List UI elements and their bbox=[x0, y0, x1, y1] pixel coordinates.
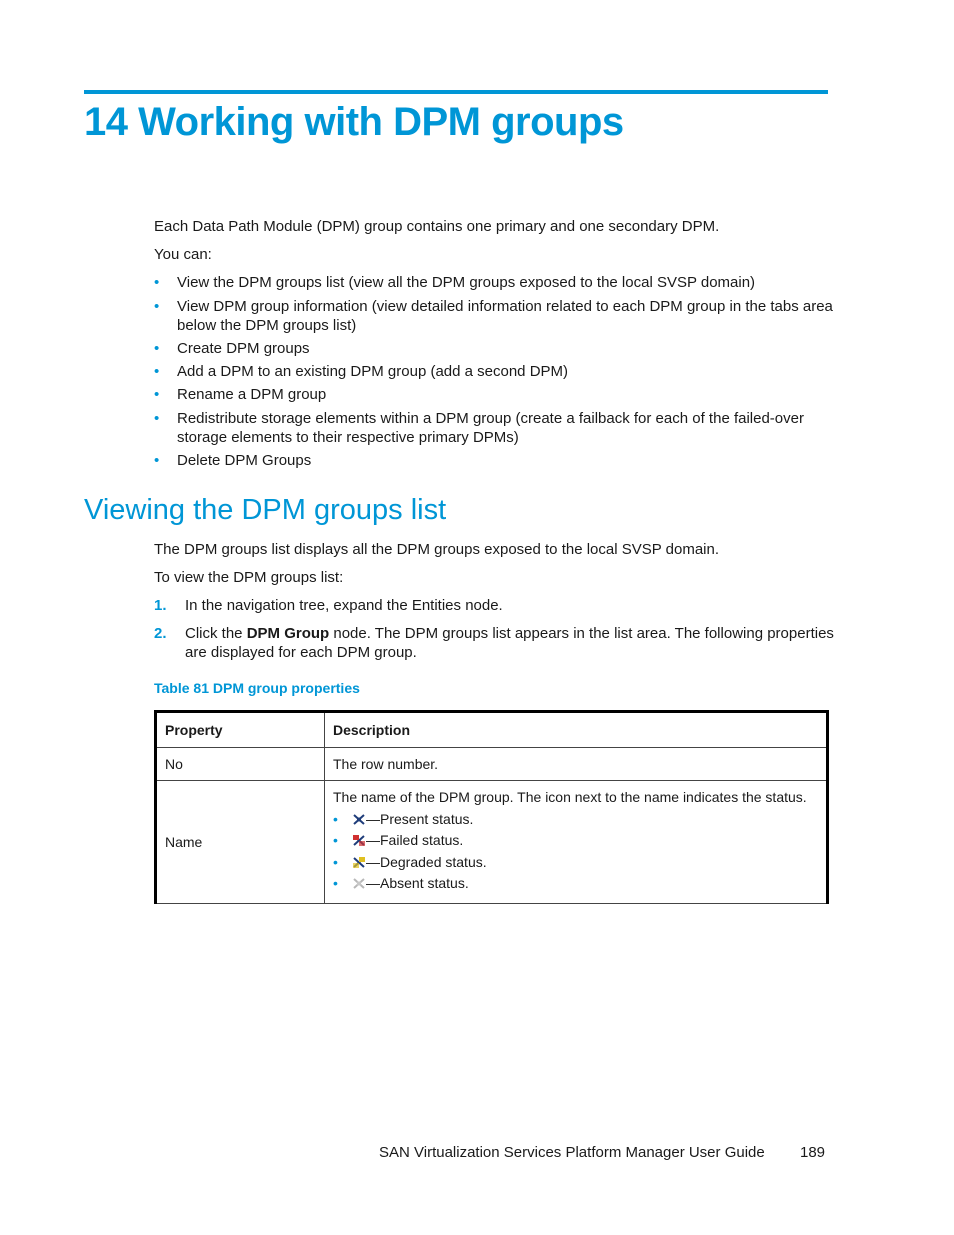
list-item: • —Present status. bbox=[333, 809, 818, 831]
list-item: • Add a DPM to an existing DPM group (add a second DPM) bbox=[154, 363, 569, 380]
list-item: • —Absent status. bbox=[333, 873, 818, 895]
dpm-group-degraded-icon bbox=[353, 857, 365, 868]
footer-guide-title: SAN Virtualization Services Platform Manager User Guide bbox=[379, 1144, 765, 1161]
section-paragraph: The DPM groups list displays all the DPM groups exposed to the local SVSP domain. bbox=[154, 541, 720, 558]
table-row bbox=[156, 748, 828, 781]
table-cell bbox=[325, 781, 828, 904]
table-header-row bbox=[156, 712, 828, 748]
section-lead-in: To view the DPM groups list: bbox=[154, 569, 344, 586]
bullet-icon: • bbox=[333, 832, 338, 848]
list-item: • Create DPM groups bbox=[154, 340, 310, 357]
table-cell: The row number. bbox=[325, 748, 828, 781]
bullet-icon: • bbox=[154, 363, 160, 380]
status-description: The name of the DPM group. The icon next to the name indicates the status. bbox=[333, 789, 807, 805]
table-cell: Name bbox=[156, 781, 325, 904]
chapter-title: 14 Working with DPM groups bbox=[84, 100, 624, 144]
page-number: 189 bbox=[800, 1144, 826, 1161]
table-row bbox=[156, 781, 828, 904]
column-header: Description bbox=[325, 712, 828, 748]
chapter-rule bbox=[84, 90, 828, 94]
table-cell: No bbox=[156, 748, 325, 781]
list-item: • View the DPM groups list (view all the DPM groups exposed to the local SVSP domain) bbox=[154, 274, 756, 291]
procedure-step: 2. Click the DPM Group node. The DPM groups list appears in the list area. The following properties are displayed for each DPM group. bbox=[154, 625, 834, 661]
intro-lead-in: You can: bbox=[154, 246, 212, 263]
intro-paragraph: Each Data Path Module (DPM) group contains one primary and one secondary DPM. bbox=[154, 218, 720, 235]
ui-node-name: DPM Group bbox=[246, 625, 330, 642]
list-item: • Redistribute storage elements within a DPM group (create a failback for each of the failed-over storage elements to their respective primary DPMs) bbox=[154, 410, 804, 446]
table-caption: Table 81 DPM group properties bbox=[154, 680, 360, 696]
bullet-icon: • bbox=[333, 810, 338, 827]
bullet-icon: • bbox=[154, 298, 160, 315]
bullet-icon: • bbox=[154, 386, 160, 403]
bullet-icon: • bbox=[154, 274, 160, 291]
list-item: • Delete DPM Groups bbox=[154, 452, 312, 469]
list-item: • View DPM group information (view detailed information related to each DPM group in the tabs area below the DPM groups list) bbox=[154, 298, 833, 334]
list-item: • —Failed status. bbox=[333, 830, 818, 852]
dpm-group-present-icon bbox=[353, 814, 365, 825]
dpm-group-failed-icon bbox=[353, 835, 365, 846]
procedure-step: 1. In the navigation tree, expand the Entities node. bbox=[154, 597, 503, 614]
bullet-icon: • bbox=[154, 340, 160, 357]
bullet-icon: • bbox=[333, 875, 338, 891]
list-item: • —Degraded status. bbox=[333, 852, 818, 874]
bullet-icon: • bbox=[154, 410, 160, 427]
list-item: • Rename a DPM group bbox=[154, 386, 327, 403]
bullet-icon: • bbox=[333, 853, 338, 870]
column-header: Property bbox=[156, 712, 325, 748]
properties-table bbox=[154, 710, 829, 904]
dpm-group-absent-icon bbox=[353, 878, 365, 889]
bullet-icon: • bbox=[154, 452, 160, 469]
status-list bbox=[333, 809, 818, 895]
section-title: Viewing the DPM groups list bbox=[84, 494, 447, 526]
